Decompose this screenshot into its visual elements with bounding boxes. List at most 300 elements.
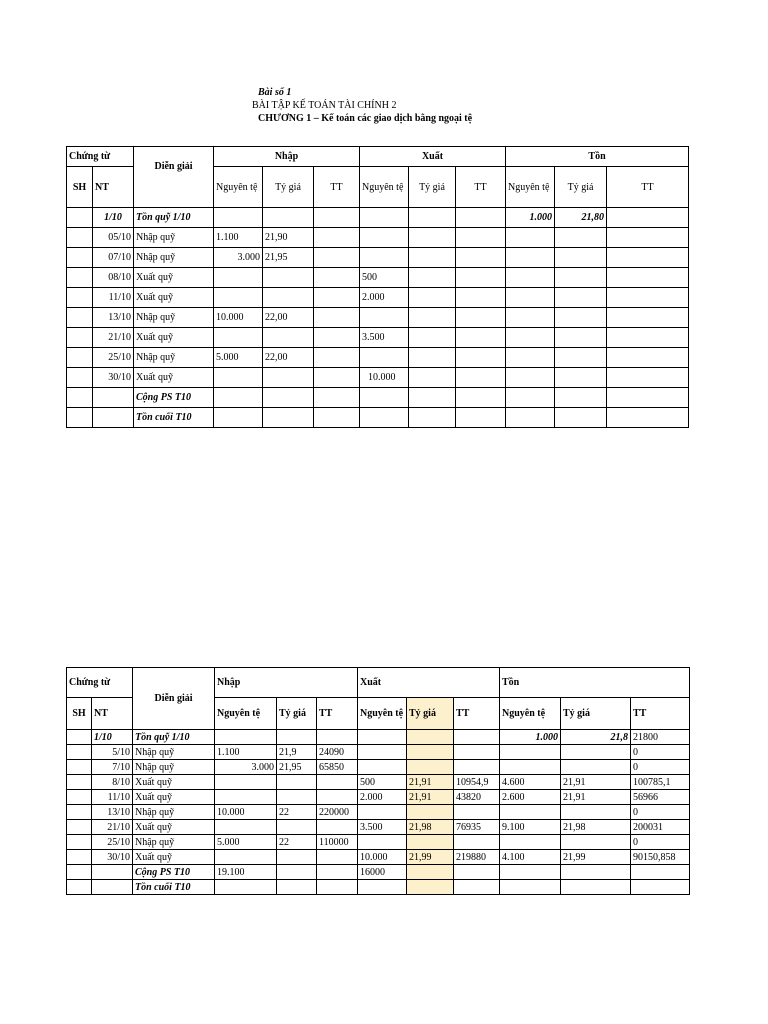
table-row	[67, 820, 690, 835]
header-nhap-nguyen-te: Nguyên tệ	[215, 698, 277, 730]
cell-ton-tt	[631, 880, 690, 895]
cell-xuat-ty-gia: 21,91	[407, 775, 454, 790]
cell-nhap-nguyen-te	[214, 368, 263, 388]
cell-dien-giai: Tồn cuối T10	[133, 880, 215, 895]
cell-xuat-ty-gia	[407, 805, 454, 820]
header-ton-ty-gia: Tỷ giá	[555, 167, 607, 208]
cell-dien-giai: Xuất quỹ	[133, 850, 215, 865]
cell-ton-tt: 0	[631, 745, 690, 760]
cell-nhap-ty-gia	[277, 730, 317, 745]
exercise-table-body	[67, 208, 689, 428]
cell-xuat-tt	[454, 760, 500, 775]
cell-ton-tt: 0	[631, 805, 690, 820]
cell-nhap-nguyen-te	[215, 775, 277, 790]
header-ton: Tồn	[500, 668, 690, 698]
cell-ton-nguyen-te: 9.100	[500, 820, 561, 835]
cell-nt	[93, 408, 134, 428]
cell-dien-giai: Xuất quỹ	[134, 288, 214, 308]
cell-nhap-tt	[314, 248, 360, 268]
table-row	[67, 865, 690, 880]
cell-sh	[67, 835, 92, 850]
header-chung-tu: Chứng từ	[67, 668, 133, 698]
table-row	[67, 248, 689, 268]
cell-dien-giai: Xuất quỹ	[134, 328, 214, 348]
cell-ton-ty-gia	[555, 228, 607, 248]
cell-nt: 30/10	[93, 368, 134, 388]
cell-ton-tt	[607, 208, 689, 228]
table-row	[67, 745, 690, 760]
cell-xuat-nguyen-te	[358, 745, 407, 760]
cell-nhap-ty-gia	[263, 208, 314, 228]
cell-nhap-ty-gia	[277, 820, 317, 835]
cell-sh	[67, 348, 93, 368]
cell-nt: 13/10	[93, 308, 134, 328]
cell-xuat-nguyen-te: 500	[360, 268, 409, 288]
cell-xuat-ty-gia	[409, 328, 456, 348]
cell-ton-nguyen-te	[500, 865, 561, 880]
cell-xuat-ty-gia	[407, 835, 454, 850]
cell-nhap-nguyen-te	[214, 288, 263, 308]
cell-nhap-tt	[317, 880, 358, 895]
cell-xuat-ty-gia: 21,98	[407, 820, 454, 835]
header-nhap-tt: TT	[314, 167, 360, 208]
cell-ton-ty-gia	[561, 805, 631, 820]
cell-ton-ty-gia: 21,91	[561, 790, 631, 805]
header-xuat-ty-gia: Tỷ giá	[407, 698, 454, 730]
cell-nhap-tt	[314, 328, 360, 348]
cell-nt: 05/10	[93, 228, 134, 248]
cell-xuat-nguyen-te	[360, 408, 409, 428]
cell-xuat-ty-gia	[409, 268, 456, 288]
cell-sh	[67, 208, 93, 228]
cell-xuat-ty-gia	[407, 745, 454, 760]
cell-nhap-tt: 220000	[317, 805, 358, 820]
cell-xuat-ty-gia	[409, 288, 456, 308]
table-row	[67, 760, 690, 775]
cell-ton-tt	[607, 248, 689, 268]
cell-nhap-tt	[317, 730, 358, 745]
cell-ton-tt: 200031	[631, 820, 690, 835]
cell-dien-giai: Nhập quỹ	[133, 745, 215, 760]
cell-nhap-ty-gia	[277, 790, 317, 805]
header-xuat-tt: TT	[456, 167, 506, 208]
cell-dien-giai: Nhập quỹ	[134, 248, 214, 268]
cell-sh	[67, 745, 92, 760]
cell-nhap-tt	[314, 348, 360, 368]
cell-ton-nguyen-te	[506, 288, 555, 308]
cell-nhap-nguyen-te	[214, 268, 263, 288]
cell-ton-nguyen-te	[506, 368, 555, 388]
cell-xuat-nguyen-te	[360, 388, 409, 408]
header-nhap-nguyen-te: Nguyên tệ	[214, 167, 263, 208]
cell-dien-giai: Tồn quỹ 1/10	[133, 730, 215, 745]
cell-nt: 07/10	[93, 248, 134, 268]
cell-sh	[67, 388, 93, 408]
table-row	[67, 268, 689, 288]
cell-nhap-tt	[314, 288, 360, 308]
cell-xuat-nguyen-te	[358, 835, 407, 850]
cell-sh	[67, 880, 92, 895]
header-xuat: Xuất	[360, 147, 506, 167]
cell-xuat-tt: 219880	[454, 850, 500, 865]
cell-sh	[67, 328, 93, 348]
cell-nhap-nguyen-te: 19.100	[215, 865, 277, 880]
table-row	[67, 228, 689, 248]
table-row	[67, 805, 690, 820]
cell-ton-tt	[607, 328, 689, 348]
cell-nhap-nguyen-te: 10.000	[214, 308, 263, 328]
cell-dien-giai: Nhập quỹ	[134, 348, 214, 368]
cell-xuat-ty-gia	[409, 408, 456, 428]
cell-nhap-tt	[314, 408, 360, 428]
cell-nt: 13/10	[92, 805, 133, 820]
cell-ton-tt: 0	[631, 760, 690, 775]
cell-xuat-nguyen-te	[360, 248, 409, 268]
cell-ton-ty-gia	[561, 865, 631, 880]
cell-nhap-ty-gia: 22,00	[263, 308, 314, 328]
cell-ton-nguyen-te: 4.100	[500, 850, 561, 865]
cell-ton-nguyen-te	[506, 388, 555, 408]
chapter-title: CHƯƠNG 1 – Kế toán các giao dịch bằng ngoại tệ	[258, 113, 473, 124]
cell-xuat-tt: 43820	[454, 790, 500, 805]
cell-xuat-ty-gia	[407, 880, 454, 895]
header-xuat-tt: TT	[454, 698, 500, 730]
cell-ton-tt: 0	[631, 835, 690, 850]
cell-ton-nguyen-te	[500, 760, 561, 775]
cell-sh	[67, 775, 92, 790]
cell-sh	[67, 805, 92, 820]
cell-ton-nguyen-te	[500, 805, 561, 820]
cell-ton-ty-gia: 21,98	[561, 820, 631, 835]
cell-nhap-nguyen-te	[215, 850, 277, 865]
cell-ton-tt	[607, 388, 689, 408]
cell-xuat-ty-gia	[409, 248, 456, 268]
cell-nhap-ty-gia	[277, 850, 317, 865]
cell-nhap-tt: 65850	[317, 760, 358, 775]
header-nhap: Nhập	[215, 668, 358, 698]
cell-ton-ty-gia	[555, 368, 607, 388]
header-ton-ty-gia: Tỷ giá	[561, 698, 631, 730]
cell-sh	[67, 820, 92, 835]
table-row	[67, 775, 690, 790]
cell-xuat-nguyen-te	[358, 760, 407, 775]
cell-xuat-ty-gia	[407, 760, 454, 775]
cell-xuat-ty-gia	[409, 388, 456, 408]
cell-nt: 08/10	[93, 268, 134, 288]
cell-ton-ty-gia	[555, 308, 607, 328]
cell-xuat-nguyen-te: 3.500	[360, 328, 409, 348]
cell-xuat-tt	[456, 328, 506, 348]
cell-nt: 30/10	[92, 850, 133, 865]
cell-ton-tt	[607, 368, 689, 388]
cell-ton-tt	[607, 408, 689, 428]
cell-sh	[67, 228, 93, 248]
cell-xuat-nguyen-te	[358, 730, 407, 745]
cell-dien-giai: Xuất quỹ	[133, 790, 215, 805]
cell-ton-nguyen-te	[506, 408, 555, 428]
cell-ton-nguyen-te	[506, 228, 555, 248]
cell-ton-nguyen-te	[506, 268, 555, 288]
cell-nt: 25/10	[92, 835, 133, 850]
cell-nhap-ty-gia: 21,95	[263, 248, 314, 268]
cell-dien-giai: Nhập quỹ	[133, 805, 215, 820]
cell-nhap-nguyen-te: 5.000	[214, 348, 263, 368]
cell-xuat-nguyen-te	[358, 880, 407, 895]
cell-nhap-nguyen-te	[215, 820, 277, 835]
cell-nt: 11/10	[92, 790, 133, 805]
header-nt: NT	[92, 698, 133, 730]
cell-ton-tt: 56966	[631, 790, 690, 805]
cell-nhap-nguyen-te: 1.100	[214, 228, 263, 248]
cell-dien-giai: Xuất quỹ	[134, 368, 214, 388]
cell-nt: 5/10	[92, 745, 133, 760]
cell-ton-ty-gia	[555, 268, 607, 288]
cell-nhap-tt	[317, 775, 358, 790]
cell-dien-giai: Tồn quỹ 1/10	[134, 208, 214, 228]
cell-nhap-ty-gia	[263, 408, 314, 428]
cell-ton-tt	[607, 288, 689, 308]
cell-xuat-ty-gia	[407, 730, 454, 745]
cell-dien-giai: Nhập quỹ	[134, 228, 214, 248]
header-dien-giai: Diễn giải	[133, 668, 215, 730]
cell-xuat-tt	[456, 348, 506, 368]
header-xuat-nguyen-te: Nguyên tệ	[358, 698, 407, 730]
cell-ton-nguyen-te	[500, 835, 561, 850]
cell-nhap-nguyen-te	[215, 790, 277, 805]
cell-ton-ty-gia	[555, 348, 607, 368]
cell-sh	[67, 408, 93, 428]
cell-xuat-tt	[456, 248, 506, 268]
table-row	[67, 388, 689, 408]
exercise-table	[66, 146, 689, 428]
cell-nhap-ty-gia: 21,90	[263, 228, 314, 248]
cell-xuat-tt	[456, 288, 506, 308]
cell-nhap-nguyen-te: 5.000	[215, 835, 277, 850]
cell-xuat-nguyen-te	[360, 308, 409, 328]
cell-dien-giai: Xuất quỹ	[133, 775, 215, 790]
cell-nt: 11/10	[93, 288, 134, 308]
cell-xuat-tt	[456, 408, 506, 428]
cell-xuat-tt	[456, 228, 506, 248]
cell-nhap-ty-gia: 22,00	[263, 348, 314, 368]
cell-dien-giai: Nhập quỹ	[133, 760, 215, 775]
table-row	[67, 348, 689, 368]
cell-ton-ty-gia	[555, 408, 607, 428]
cell-xuat-ty-gia	[409, 208, 456, 228]
cell-xuat-nguyen-te	[360, 348, 409, 368]
cell-nhap-nguyen-te: 3.000	[214, 248, 263, 268]
cell-sh	[67, 308, 93, 328]
cell-nhap-ty-gia	[263, 268, 314, 288]
cell-nhap-nguyen-te	[214, 388, 263, 408]
cell-nhap-tt	[317, 820, 358, 835]
cell-nhap-ty-gia	[263, 328, 314, 348]
cell-ton-ty-gia	[561, 760, 631, 775]
cell-nhap-ty-gia	[263, 288, 314, 308]
cell-nhap-tt	[317, 790, 358, 805]
cell-xuat-tt	[456, 308, 506, 328]
header-xuat-nguyen-te: Nguyên tệ	[360, 167, 409, 208]
cell-nt: 21/10	[93, 328, 134, 348]
cell-sh	[67, 268, 93, 288]
cell-sh	[67, 248, 93, 268]
cell-ton-ty-gia	[561, 880, 631, 895]
header-xuat-ty-gia: Tỷ giá	[409, 167, 456, 208]
cell-xuat-tt	[456, 268, 506, 288]
cell-ton-ty-gia: 21,80	[555, 208, 607, 228]
cell-sh	[67, 865, 92, 880]
cell-nt: 21/10	[92, 820, 133, 835]
cell-nhap-ty-gia: 22	[277, 835, 317, 850]
cell-xuat-tt	[454, 865, 500, 880]
cell-nhap-ty-gia: 22	[277, 805, 317, 820]
header-nt: NT	[93, 167, 134, 208]
cell-ton-nguyen-te: 1.000	[500, 730, 561, 745]
cell-xuat-tt	[454, 745, 500, 760]
solution-table-body	[67, 730, 690, 895]
cell-nhap-ty-gia	[277, 775, 317, 790]
cell-ton-ty-gia	[555, 248, 607, 268]
cell-nt: 8/10	[92, 775, 133, 790]
header-chung-tu: Chứng từ	[67, 147, 134, 167]
table-row	[67, 408, 689, 428]
cell-xuat-ty-gia: 21,99	[407, 850, 454, 865]
cell-ton-nguyen-te	[500, 880, 561, 895]
course-title: BÀI TẬP KẾ TOÁN TÀI CHÍNH 2	[252, 100, 397, 111]
cell-nhap-tt	[314, 228, 360, 248]
cell-nhap-nguyen-te	[214, 408, 263, 428]
cell-nhap-nguyen-te	[215, 880, 277, 895]
cell-ton-tt	[607, 308, 689, 328]
cell-dien-giai: Nhập quỹ	[133, 835, 215, 850]
header-ton-tt: TT	[607, 167, 689, 208]
header-xuat: Xuất	[358, 668, 500, 698]
cell-xuat-tt	[456, 368, 506, 388]
cell-xuat-ty-gia	[409, 368, 456, 388]
cell-nt	[92, 880, 133, 895]
table-row	[67, 850, 690, 865]
cell-ton-ty-gia	[555, 328, 607, 348]
cell-dien-giai: Tồn cuối T10	[134, 408, 214, 428]
cell-xuat-nguyen-te: 500	[358, 775, 407, 790]
header-ton-nguyen-te: Nguyên tệ	[500, 698, 561, 730]
table-row	[67, 328, 689, 348]
header-nhap-ty-gia: Tỷ giá	[263, 167, 314, 208]
cell-ton-tt: 90150,858	[631, 850, 690, 865]
cell-dien-giai: Cộng PS T10	[133, 865, 215, 880]
cell-ton-nguyen-te	[506, 308, 555, 328]
cell-nt: 1/10	[92, 730, 133, 745]
cell-xuat-tt	[454, 835, 500, 850]
cell-nhap-nguyen-te: 3.000	[215, 760, 277, 775]
table-row	[67, 835, 690, 850]
cell-xuat-ty-gia	[409, 348, 456, 368]
cell-xuat-nguyen-te	[360, 228, 409, 248]
cell-dien-giai: Cộng PS T10	[134, 388, 214, 408]
cell-nhap-tt	[317, 850, 358, 865]
cell-sh	[67, 850, 92, 865]
cell-nhap-ty-gia	[263, 368, 314, 388]
cell-xuat-tt	[454, 880, 500, 895]
solution-table	[66, 667, 690, 895]
cell-nhap-nguyen-te	[214, 328, 263, 348]
cell-nt: 1/10	[93, 208, 134, 228]
cell-ton-tt: 21800	[631, 730, 690, 745]
header-ton-nguyen-te: Nguyên tệ	[506, 167, 555, 208]
cell-nhap-ty-gia	[277, 865, 317, 880]
cell-dien-giai: Nhập quỹ	[134, 308, 214, 328]
header-sh: SH	[67, 698, 92, 730]
cell-xuat-nguyen-te: 2.000	[360, 288, 409, 308]
cell-nhap-nguyen-te: 1.100	[215, 745, 277, 760]
table-row	[67, 368, 689, 388]
cell-xuat-nguyen-te	[360, 208, 409, 228]
cell-nhap-nguyen-te: 10.000	[215, 805, 277, 820]
cell-nt	[92, 865, 133, 880]
cell-nt: 25/10	[93, 348, 134, 368]
cell-ton-ty-gia: 21,91	[561, 775, 631, 790]
cell-xuat-nguyen-te: 16000	[358, 865, 407, 880]
cell-ton-nguyen-te: 2.600	[500, 790, 561, 805]
cell-xuat-ty-gia: 21,91	[407, 790, 454, 805]
table-row	[67, 730, 690, 745]
cell-ton-nguyen-te	[506, 248, 555, 268]
exercise-title: Bài số 1	[258, 87, 292, 98]
cell-xuat-nguyen-te: 3.500	[358, 820, 407, 835]
table-row	[67, 288, 689, 308]
cell-dien-giai: Xuất quỹ	[133, 820, 215, 835]
cell-sh	[67, 730, 92, 745]
cell-xuat-tt: 10954,9	[454, 775, 500, 790]
table-row	[67, 308, 689, 328]
cell-sh	[67, 760, 92, 775]
cell-nhap-ty-gia: 21,9	[277, 745, 317, 760]
cell-ton-tt: 100785,1	[631, 775, 690, 790]
cell-ton-nguyen-te	[506, 348, 555, 368]
cell-nhap-tt	[314, 268, 360, 288]
cell-nhap-tt	[317, 865, 358, 880]
header-sh: SH	[67, 167, 93, 208]
cell-xuat-tt: 76935	[454, 820, 500, 835]
header-dien-giai: Diễn giải	[134, 147, 214, 208]
cell-ton-tt	[631, 865, 690, 880]
cell-ton-nguyen-te: 4.600	[500, 775, 561, 790]
header-nhap-tt: TT	[317, 698, 358, 730]
cell-nhap-ty-gia: 21,95	[277, 760, 317, 775]
header-nhap-ty-gia: Tỷ giá	[277, 698, 317, 730]
cell-sh	[67, 288, 93, 308]
cell-xuat-nguyen-te: 10.000	[360, 368, 409, 388]
header-ton-tt: TT	[631, 698, 690, 730]
table-row	[67, 790, 690, 805]
cell-ton-ty-gia: 21,99	[561, 850, 631, 865]
cell-nt	[93, 388, 134, 408]
cell-nhap-tt	[314, 368, 360, 388]
cell-xuat-ty-gia	[409, 308, 456, 328]
cell-nhap-tt: 110000	[317, 835, 358, 850]
header-ton: Tồn	[506, 147, 689, 167]
cell-xuat-tt	[456, 388, 506, 408]
cell-dien-giai: Xuất quỹ	[134, 268, 214, 288]
cell-xuat-tt	[454, 730, 500, 745]
cell-sh	[67, 368, 93, 388]
cell-nt: 7/10	[92, 760, 133, 775]
cell-nhap-ty-gia	[263, 388, 314, 408]
cell-nhap-tt: 24090	[317, 745, 358, 760]
cell-ton-ty-gia	[555, 388, 607, 408]
cell-ton-ty-gia	[561, 745, 631, 760]
cell-xuat-ty-gia	[407, 865, 454, 880]
